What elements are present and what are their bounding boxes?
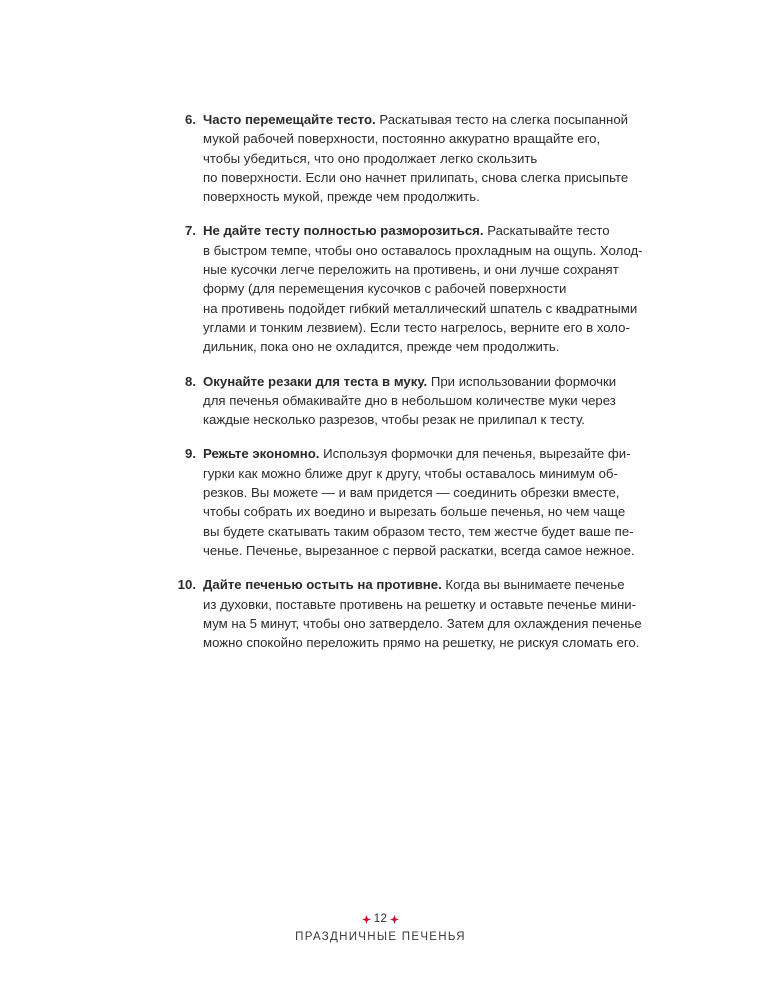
tip-number: 9. xyxy=(185,446,196,462)
tip-text: вы будете скатывать таким образом тесто, тем жестче будет ваше пе- xyxy=(203,523,634,539)
tip-text-line xyxy=(203,110,628,129)
tip-text: углами и тонким лезвием). Если тесто нагрелось, верните его в холо- xyxy=(203,319,630,335)
left-ornament-icon xyxy=(362,915,371,924)
tip-text: мум на 5 минут, чтобы оно затвердело. Затем для охлаждения печенье xyxy=(203,615,642,631)
tip-text-line xyxy=(203,522,634,541)
page-footer xyxy=(0,911,761,944)
tip-number: 8. xyxy=(185,373,196,389)
tip-text: форму (для перемещения кусочков с рабочей поверхности xyxy=(203,281,567,297)
tip-text: При использовании формочки xyxy=(427,373,617,389)
tip-text-line xyxy=(203,464,628,483)
tip-text-line xyxy=(203,187,628,206)
tip-text-line xyxy=(203,279,628,298)
tip-text: Используя формочки для печенья, вырезайте фи- xyxy=(319,446,631,462)
page-number: 12 xyxy=(373,913,388,925)
tip-text: можно спокойно переложить прямо на решетку, не рискуя сломать его. xyxy=(203,635,640,651)
tip-item xyxy=(0,221,643,356)
tip-text: каждые несколько разрезов, чтобы резак не прилипал к тесту. xyxy=(203,412,585,428)
tip-text-line xyxy=(203,318,628,337)
tip-lead: Часто перемещайте тесто. xyxy=(203,112,376,127)
tip-text-line xyxy=(203,595,637,614)
tip-text-line xyxy=(203,129,628,148)
tip-text: чтобы собрать их воедино и вырезать больше печенья, но чем чаще xyxy=(203,504,626,520)
tip-text: по поверхности. Если оно начнет прилипать, снова слегка присыпьте xyxy=(203,169,629,185)
tip-text: Когда вы вынимаете печенье xyxy=(441,577,625,593)
tip-text-line xyxy=(203,614,642,633)
tip-lead: Не дайте тесту полностью разморозиться. xyxy=(203,223,484,239)
tip-number: 10. xyxy=(177,577,196,593)
tip-text-line xyxy=(203,337,628,356)
tip-lead: Окунайте резаки для теста в муку. xyxy=(203,373,428,389)
tip-text-line xyxy=(203,483,628,502)
tip-text-line xyxy=(203,502,628,521)
tip-text-line xyxy=(203,241,643,260)
tip-text: в быстром темпе, чтобы оно оставалось прохладным на ощупь. Холод- xyxy=(203,242,643,258)
tip-text: дильник, пока оно не охладится, прежде чем продолжить. xyxy=(203,339,560,355)
tip-text: ные кусочки легче переложить на противень, и они лучше сохранят xyxy=(203,262,619,278)
tip-text: чтобы убедиться, что оно продолжает легко скользить xyxy=(203,150,538,166)
tip-item xyxy=(0,444,635,560)
tip-item xyxy=(0,110,628,206)
tip-text-line xyxy=(203,299,638,318)
tip-text: на противень подойдет гибкий металлический шпатель с квадратными xyxy=(203,300,638,316)
tip-text: Раскатывайте тесто xyxy=(483,223,610,239)
tip-text: для печенья обмакивайте дно в небольшом количестве муки через xyxy=(203,392,616,408)
tip-text: поверхность мукой, прежде чем продолжить. xyxy=(203,189,480,205)
tip-text: ченье. Печенье, вырезанное с первой раскатки, всегда самое нежное. xyxy=(203,542,635,558)
tip-lead: Дайте печенью остыть на противне. xyxy=(203,577,442,593)
tip-text-line xyxy=(203,221,628,240)
tip-number: 7. xyxy=(185,223,196,239)
tip-text-line xyxy=(203,541,635,560)
tip-text: из духовки, поставьте противень на решетку и оставьте печенье мини- xyxy=(203,596,637,612)
tip-text-line xyxy=(203,372,628,391)
tip-number: 6. xyxy=(185,112,196,127)
page-number-row xyxy=(0,911,761,927)
tip-text-line xyxy=(203,575,628,594)
tip-item xyxy=(0,372,628,430)
book-title: ПРАЗДНИЧНЫЕ ПЕЧЕНЬЯ xyxy=(295,931,466,943)
tip-text-line xyxy=(203,444,631,463)
tip-text-line xyxy=(203,391,628,410)
right-ornament-icon xyxy=(390,915,399,924)
tips-list xyxy=(0,110,761,667)
tip-text-line xyxy=(203,149,628,168)
tip-item xyxy=(0,575,642,652)
tip-text: гурки как можно ближе друг к другу, чтобы оставалось минимум об- xyxy=(203,465,618,481)
tip-text: мукой рабочей поверхности, постоянно аккуратно вращайте его, xyxy=(203,131,601,147)
tip-text-line xyxy=(203,633,640,652)
tip-text: Раскатывая тесто на слегка посыпанной xyxy=(375,112,629,127)
tip-text-line xyxy=(203,410,628,429)
tip-lead: Режьте экономно. xyxy=(203,446,320,462)
tip-text-line xyxy=(203,168,628,187)
tip-text-line xyxy=(203,260,628,279)
tip-text: резков. Вы можете — и вам придется — соединить обрезки вместе, xyxy=(203,485,620,501)
